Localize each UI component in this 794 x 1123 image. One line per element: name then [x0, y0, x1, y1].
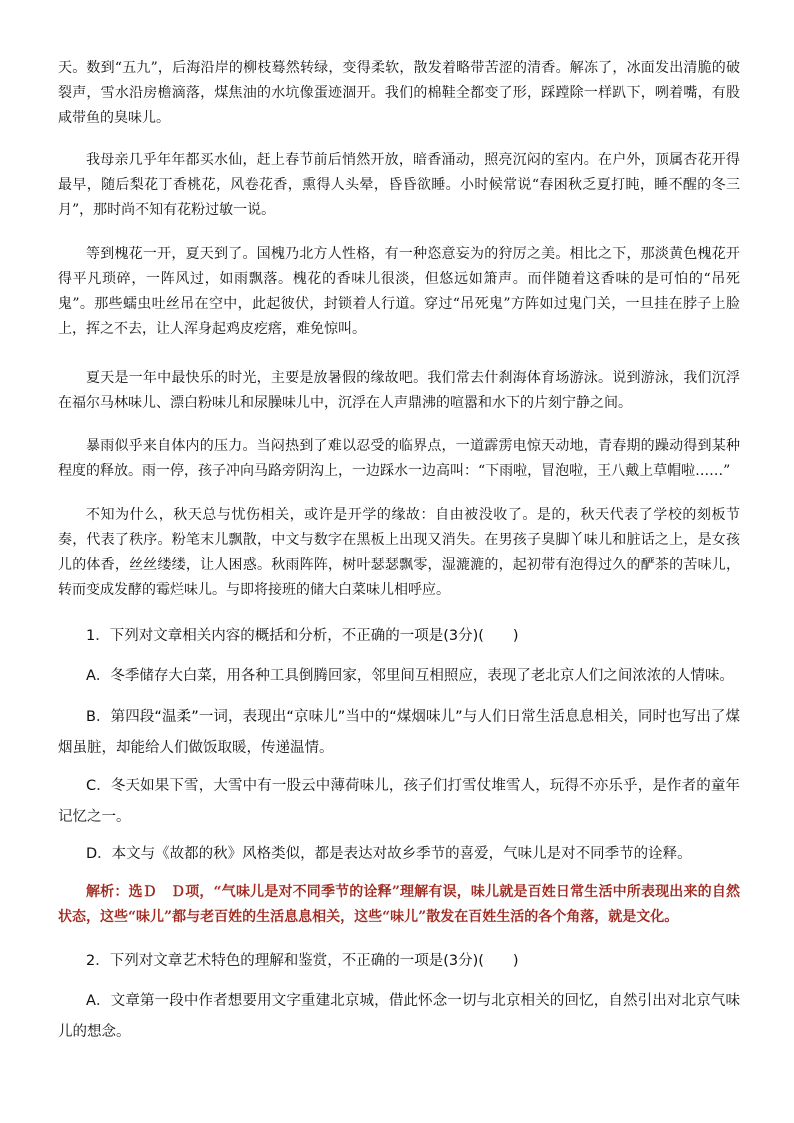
passage-paragraph-continued: 天。数到“五九”，后海沿岸的柳枝蓦然转绿，变得柔软，散发着略带苦涩的清香。解冻了，冰面发出清脆的破裂声，雪水沿房檐滴落，煤焦油的水坑像蛋迹涸开。我们的棉鞋全都变了形，踩蹚除一样趴下，咧着嘴，有股咸带鱼的臭味儿。 [58, 60, 740, 126]
question-2-option-a: A．文章第一段中作者想要用文字重建北京城，借此怀念一切与北京相关的回忆，自然引出对北京气味儿的想念。 [58, 993, 740, 1040]
question-1-option-d: D．本文与《故都的秋》风格类似，都是表达对故乡季节的喜爱，气味儿是对不同季节的诠释。 [86, 846, 692, 862]
question-1-answer-explanation: 解析：选Ｄ Ｄ项，“气味儿是对不同季节的诠释”理解有误，味儿就是百姓日常生活中所表现出来的自然状态，这些“味儿”都与老百姓的生活息息相关，这些“味儿”散发在百姓生活的各个角落，就是文化。 [58, 884, 740, 925]
passage-paragraph-summer: 夏天是一年中最快乐的时光，主要是放暑假的缘故吧。我们常去什刹海体育场游泳。说到游泳，我们沉浮在福尔马林味儿、漂白粉味儿和尿臊味儿中，沉浮在人声鼎沸的喧嚣和水下的片刻宁静之间。 [58, 370, 740, 411]
question-1-option-b: B．第四段“温柔”一词，表现出“京味儿”当中的“煤烟味儿”与人们日常生活息息相关，同时也写出了煤烟虽脏，却能给人们做饭取暖，传递温情。 [58, 709, 740, 756]
passage-paragraph-spring: 我母亲几乎年年都买水仙，赶上春节前后悄然开放，暗香涌动，照亮沉闷的室内。在户外，顶属杏花开得最早，随后梨花丁香桃花，风卷花香，熏得人头晕，昏昏欲睡。小时候常说“春困秋乏夏打盹，睡不醒的冬三月”，那时尚不知有花粉过敏一说。 [58, 152, 740, 218]
passage-paragraph-autumn: 不知为什么，秋天总与忧伤相关，或许是开学的缘故：自由被没收了。是的，秋天代表了学校的刻板节奏，代表了秩序。粉笔末儿飘散，中文与数字在黑板上出现又消失。在男孩子臭脚丫味儿和脏话之上，是女孩儿的体香，丝丝缕缕，让人困惑。秋雨阵阵，树叶瑟瑟飘零，湿漉漉的，起初带有泡得过久的酽茶的苦味儿，转而变成发酵的霉烂味儿。与即将接班的储大白菜味儿相呼应。 [58, 507, 740, 598]
passage-paragraph-rainstorm: 暴雨似乎来自体内的压力。当闷热到了难以忍受的临界点，一道霹雳电惊天动地，青春期的躁动得到某种程度的释放。雨一停，孩子冲向马路旁阴沟上，一边踩水一边高叫：“下雨啦，冒泡啦，王八戴上草帽啦……” [58, 438, 740, 479]
passage-paragraph-locust-flowers: 等到槐花一开，夏天到了。国槐乃北方人性格，有一种恣意妄为的狩厉之美。相比之下，那淡黄色槐花开得平凡琐碎，一阵风过，如雨飘落。槐花的香味儿很淡，但悠远如箫声。而伴随着这香味的是可怕的“吊死鬼”。那些蠕虫吐丝吊在空中，此起彼伏，封锁着人行道。穿过“吊死鬼”方阵如过鬼门关，一旦挂在脖子上脸上，挥之不去，让人浑身起鸡皮疙瘩，难免惊叫。 [58, 246, 740, 337]
question-1-stem: 1．下列对文章相关内容的概括和分析，不正确的一项是(3分)( ) [86, 628, 519, 644]
question-2-stem: 2．下列对文章艺术特色的理解和鉴赏，不正确的一项是(3分)( ) [86, 953, 519, 969]
question-1-option-a: A．冬季储存大白菜，用各种工具倒腾回家，邻里间互相照应，表现了老北京人们之间浓浓的人情味。 [86, 668, 734, 684]
question-1-option-c: C．冬天如果下雪，大雪中有一股云中薄荷味儿，孩子们打雪仗堆雪人，玩得不亦乐乎，是作者的童年记忆之一。 [58, 778, 740, 825]
